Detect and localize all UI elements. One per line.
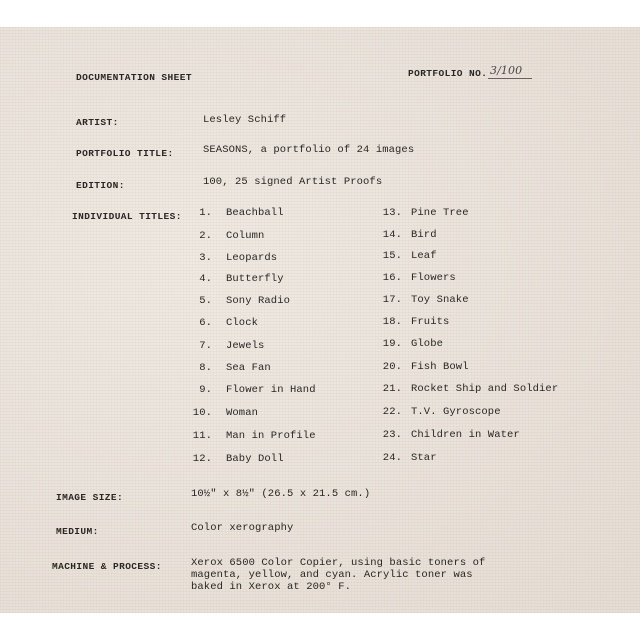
medium-label: MEDIUM: — [56, 526, 99, 537]
title-item: Butterfly — [226, 273, 284, 285]
portfolio-title-label: PORTFOLIO TITLE: — [76, 148, 174, 159]
title-number: 17. — [382, 294, 402, 306]
title-item: Globe — [411, 338, 444, 350]
edition-label: EDITION: — [76, 180, 125, 191]
machine-process-label: MACHINE & PROCESS: — [52, 561, 162, 572]
title-number: 11. — [192, 430, 212, 442]
title-number: 10. — [192, 407, 212, 419]
image-size-label: IMAGE SIZE: — [56, 492, 124, 503]
title-number: 2. — [199, 230, 212, 242]
title-item: Woman — [226, 407, 259, 419]
title-item: Sony Radio — [226, 295, 291, 307]
title-number: 1. — [199, 207, 212, 219]
title-number: 18. — [382, 316, 402, 328]
title-item: Fruits — [411, 316, 450, 328]
title-item: Jewels — [226, 340, 265, 352]
title-number: 3. — [199, 252, 212, 264]
edition-value: 100, 25 signed Artist Proofs — [203, 176, 383, 188]
title-number: 15. — [382, 250, 402, 262]
title-number: 12. — [192, 453, 212, 465]
title-number: 7. — [199, 340, 212, 352]
title-item: Toy Snake — [411, 294, 469, 306]
title-number: 4. — [199, 273, 212, 285]
title-item: Clock — [226, 317, 259, 329]
machine-process-line: baked in Xerox at 200° F. — [191, 581, 352, 593]
title-number: 5. — [199, 295, 212, 307]
title-number: 16. — [382, 272, 402, 284]
documentation-sheet — [0, 27, 640, 613]
title-number: 6. — [199, 317, 212, 329]
machine-process-line: Xerox 6500 Color Copier, using basic toners of — [191, 557, 486, 569]
title-item: Beachball — [226, 207, 284, 219]
artist-value: Lesley Schiff — [203, 114, 287, 126]
title-item: Flowers — [411, 272, 456, 284]
sheet-title: DOCUMENTATION SHEET — [76, 72, 192, 83]
title-item: T.V. Gyroscope — [411, 406, 501, 418]
portfolio-number-handwritten: 3/100 — [490, 64, 523, 77]
title-item: Flower in Hand — [226, 384, 316, 396]
title-number: 13. — [382, 207, 402, 219]
title-number: 23. — [382, 429, 402, 441]
title-number: 19. — [382, 338, 402, 350]
title-item: Column — [226, 230, 265, 242]
title-number: 14. — [382, 229, 402, 241]
title-item: Fish Bowl — [411, 361, 469, 373]
title-item: Rocket Ship and Soldier — [411, 383, 559, 395]
portfolio-number-label: PORTFOLIO NO. — [408, 68, 488, 79]
title-item: Star — [411, 452, 437, 464]
title-item: Pine Tree — [411, 207, 469, 219]
portfolio-title-value: SEASONS, a portfolio of 24 images — [203, 144, 415, 156]
title-item: Bird — [411, 229, 437, 241]
title-number: 9. — [199, 384, 212, 396]
title-item: Children in Water — [411, 429, 520, 441]
title-number: 21. — [382, 383, 402, 395]
title-item: Sea Fan — [226, 362, 271, 374]
machine-process-line: magenta, yellow, and cyan. Acrylic toner was — [191, 569, 473, 581]
image-size-value: 10½" x 8½" (26.5 x 21.5 cm.) — [191, 488, 371, 500]
artist-label: ARTIST: — [76, 117, 119, 128]
portfolio-number-underline — [488, 78, 532, 79]
individual-titles-label: INDIVIDUAL TITLES: — [72, 211, 182, 222]
title-item: Man in Profile — [226, 430, 316, 442]
title-number: 24. — [382, 452, 402, 464]
title-number: 20. — [382, 361, 402, 373]
medium-value: Color xerography — [191, 522, 294, 534]
title-item: Leopards — [226, 252, 278, 264]
title-item: Baby Doll — [226, 453, 284, 465]
title-item: Leaf — [411, 250, 437, 262]
title-number: 8. — [199, 362, 212, 374]
title-number: 22. — [382, 406, 402, 418]
